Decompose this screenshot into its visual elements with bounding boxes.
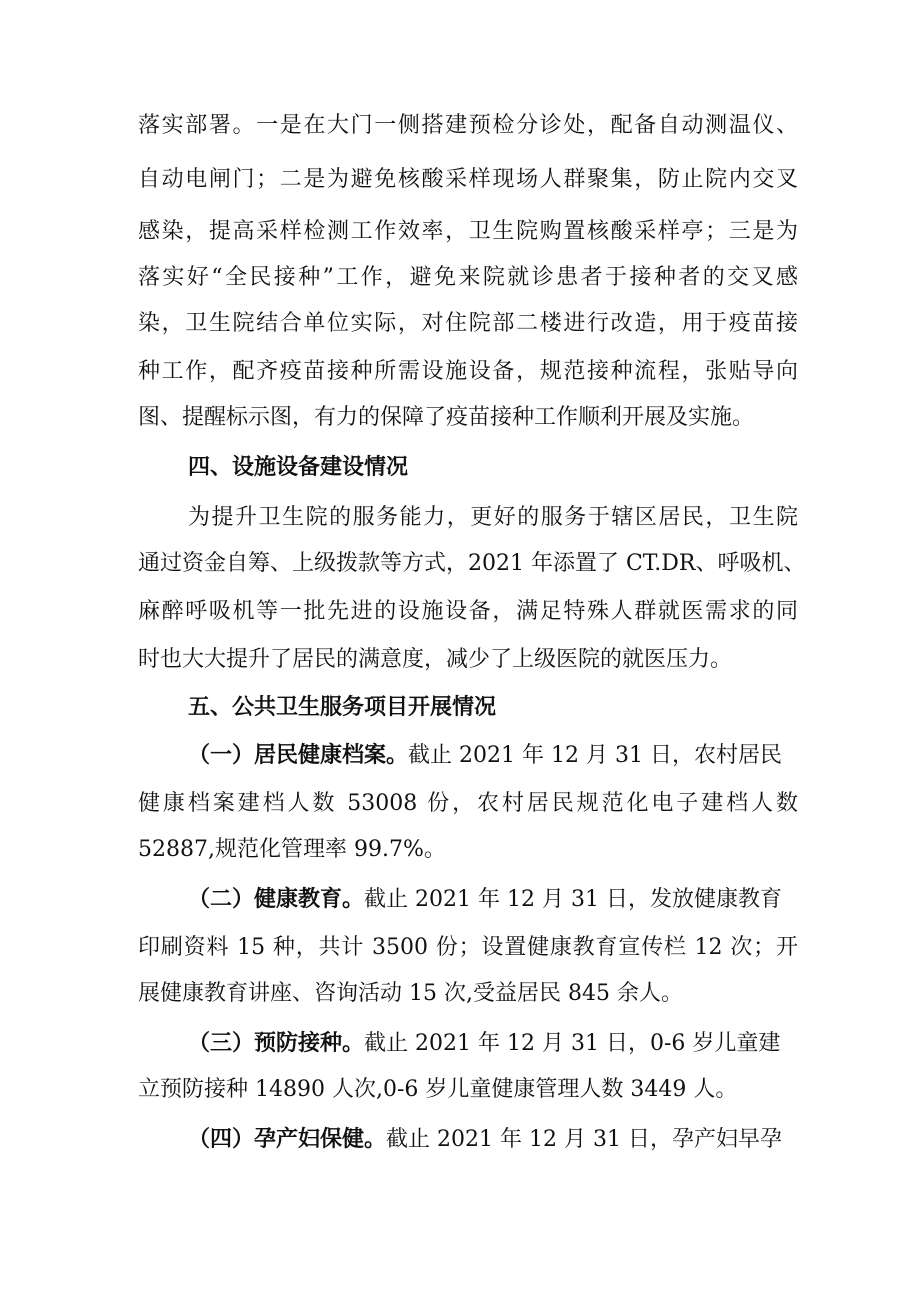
item-text: 截止 2021 年 12 月 31 日，0-6 岁儿童建 [364, 1031, 781, 1056]
body-text-line: 52887,规范化管理率 99.7%。 [138, 837, 446, 862]
body-text-line: 图、提醒标示图，有力的保障了疫苗接种工作顺利开展及实施。 [138, 405, 755, 430]
section-heading: 四、设施设备建设情况 [188, 455, 409, 480]
item-first-line [188, 880, 798, 920]
item-text: 截止 2021 年 12 月 31 日，农村居民 [408, 743, 782, 768]
item-title: （四）孕产妇保健。 [188, 1127, 387, 1152]
body-text-line: 为提升卫生院的服务能力，更好的服务于辖区居民，卫生院 [188, 505, 798, 530]
body-text-line: 健康档案建档人数 53008 份，农村居民规范化电子建档人数 [138, 791, 798, 816]
body-text-line: 印刷资料 15 种，共计 3500 份；设置健康教育宣传栏 12 次；开 [138, 935, 798, 960]
body-text-line: 立预防接种 14890 人次,0-6 岁儿童健康管理人数 3449 人。 [138, 1077, 738, 1102]
item-title: （一）居民健康档案。 [188, 743, 409, 768]
item-text: 截止 2021 年 12 月 31 日，发放健康教育 [364, 887, 782, 912]
body-text-line: 染，卫生院结合单位实际，对住院部二楼进行改造，用于疫苗接 [138, 311, 798, 336]
body-text-line: 感染，提高采样检测工作效率，卫生院购置核酸采样亭；三是为 [138, 219, 798, 244]
item-title: （三）预防接种。 [188, 1031, 365, 1056]
body-text-line: 落实部署。一是在大门一侧搭建预检分诊处，配备自动测温仪、 [138, 113, 798, 138]
body-text-line: 自动电闸门；二是为避免核酸采样现场人群聚集，防止院内交叉 [138, 167, 798, 192]
body-text-line: 麻醉呼吸机等一批先进的设施设备，满足特殊人群就医需求的同 [138, 599, 798, 624]
body-text-line: 时也大大提升了居民的满意度，减少了上级医院的就医压力。 [138, 647, 733, 672]
body-text-line: 展健康教育讲座、咨询活动 15 次,受益居民 845 余人。 [138, 981, 683, 1006]
body-text-line: 种工作，配齐疫苗接种所需设施设备，规范接种流程，张贴导向 [138, 359, 798, 384]
item-first-line [188, 1024, 798, 1064]
item-first-line [188, 736, 798, 776]
body-text-line: 通过资金自筹、上级拨款等方式，2021 年添置了 CT.DR、呼吸机、 [138, 551, 806, 576]
body-text-line: 落实好“全民接种”工作，避免来院就诊患者于接种者的交叉感 [138, 265, 798, 290]
item-title: （二）健康教育。 [188, 887, 365, 912]
item-text: 截止 2021 年 12 月 31 日，孕产妇早孕 [386, 1127, 782, 1152]
item-first-line [188, 1120, 798, 1160]
section-heading: 五、公共卫生服务项目开展情况 [188, 695, 497, 720]
